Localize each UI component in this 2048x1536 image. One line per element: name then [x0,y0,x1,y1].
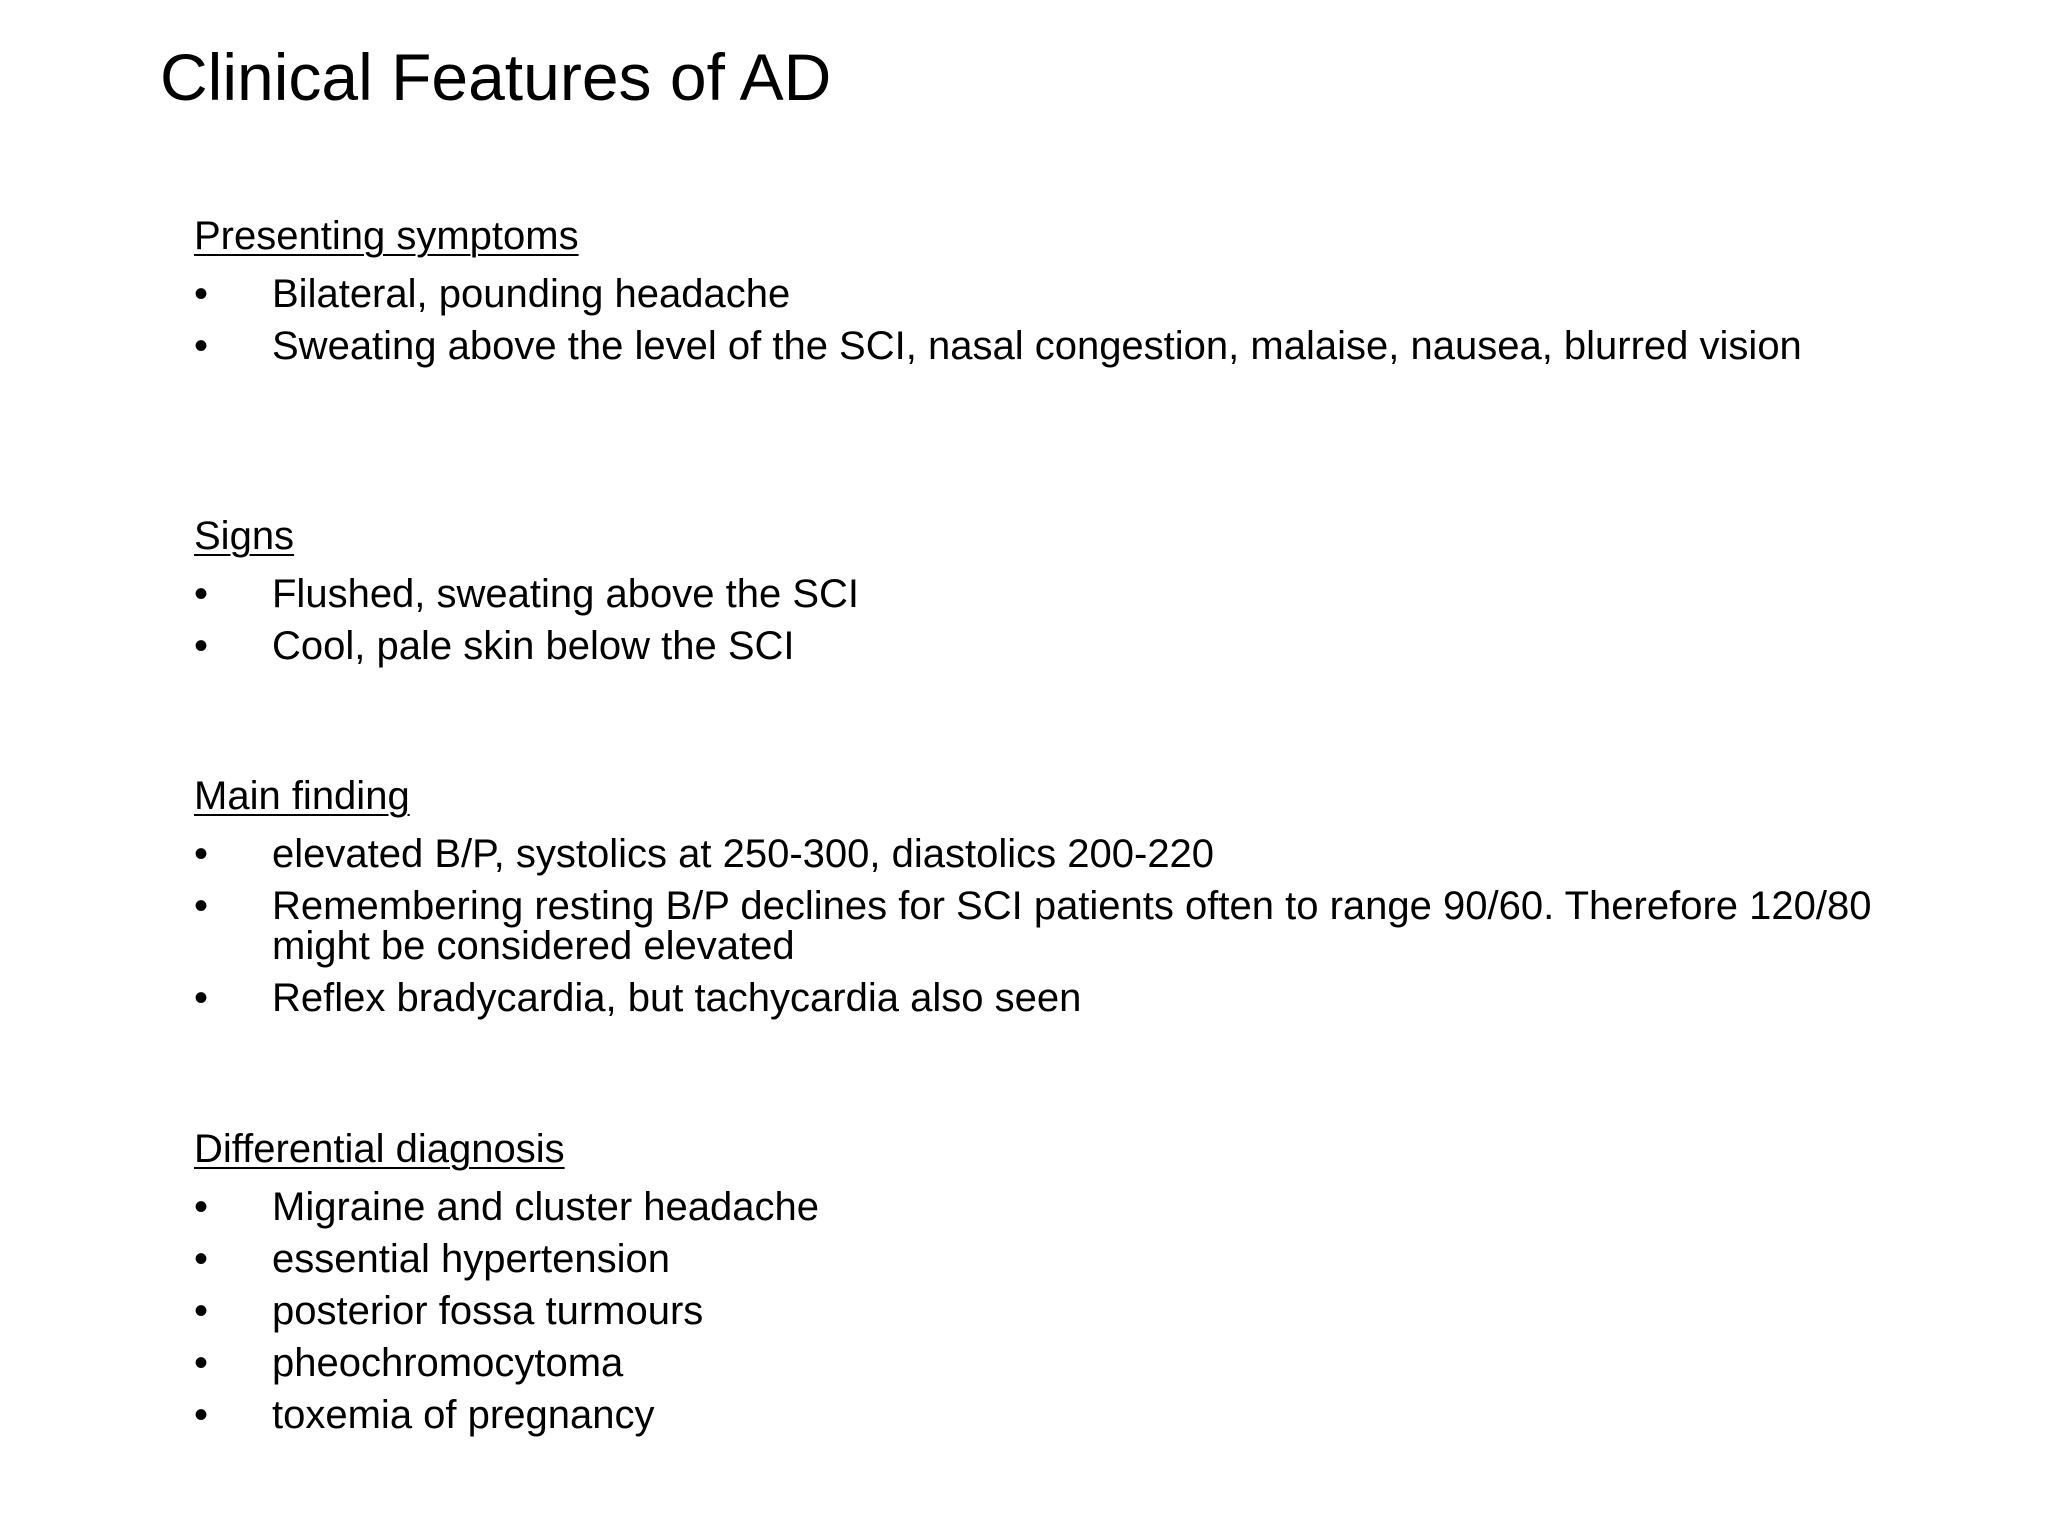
bullet-list [194,274,1914,366]
list-item [194,1239,1914,1279]
bullet-list [194,1187,1914,1435]
bullet-icon: • [194,324,209,368]
list-item-text: Flushed, sweating above the SCI [272,572,860,616]
list-item [194,1187,1914,1227]
bullet-icon: • [194,272,209,316]
list-item-text: Bilateral, pounding headache [272,272,791,316]
section-main-finding [194,770,1914,1018]
section-heading: Differential diagnosis [194,1127,565,1171]
bullet-icon: • [194,1289,209,1333]
bullet-list [194,574,1914,666]
list-item-text: pheochromocytoma [272,1341,624,1385]
section-heading: Presenting symptoms [194,214,579,258]
list-item-text: toxemia of pregnancy [272,1393,655,1437]
list-item [194,326,1914,366]
list-item [194,1291,1914,1331]
bullet-list [194,834,1914,1018]
section-presenting-symptoms [194,210,1914,366]
list-item-text: Migraine and cluster headache [272,1185,820,1229]
list-item-text: essential hypertension [272,1237,671,1281]
list-item-text: Reflex bradycardia, but tachycardia also seen [272,976,1082,1020]
slide-title: Clinical Features of AD [160,40,832,114]
list-item [194,1395,1914,1435]
bullet-icon: • [194,1185,209,1229]
list-item [194,978,1914,1018]
list-item-text: posterior fossa turmours [272,1289,704,1333]
bullet-icon: • [194,624,209,668]
list-item [194,886,1914,966]
list-item [194,834,1914,874]
list-item [194,626,1914,666]
section-differential-diagnosis [194,1123,1914,1435]
bullet-icon: • [194,1341,209,1385]
bullet-icon: • [194,1237,209,1281]
list-item-text: Sweating above the level of the SCI, nasal congestion, malaise, nausea, blurred vision [272,324,1802,368]
list-item [194,1343,1914,1383]
list-item-text: Cool, pale skin below the SCI [272,624,795,668]
section-heading: Signs [194,514,295,558]
bullet-icon: • [194,572,209,616]
list-item-text: elevated B/P, systolics at 250-300, diastolics 200-220 [272,832,1215,876]
list-item [194,274,1914,314]
list-item-text: Remembering resting B/P declines for SCI patients often to range 90/60. Therefore 120/80 might be considered elevated [272,884,1872,968]
section-signs [194,510,1914,666]
bullet-icon: • [194,832,209,876]
bullet-icon: • [194,1393,209,1437]
section-heading: Main finding [194,774,410,818]
bullet-icon: • [194,976,209,1020]
bullet-icon: • [194,884,209,928]
list-item [194,574,1914,614]
